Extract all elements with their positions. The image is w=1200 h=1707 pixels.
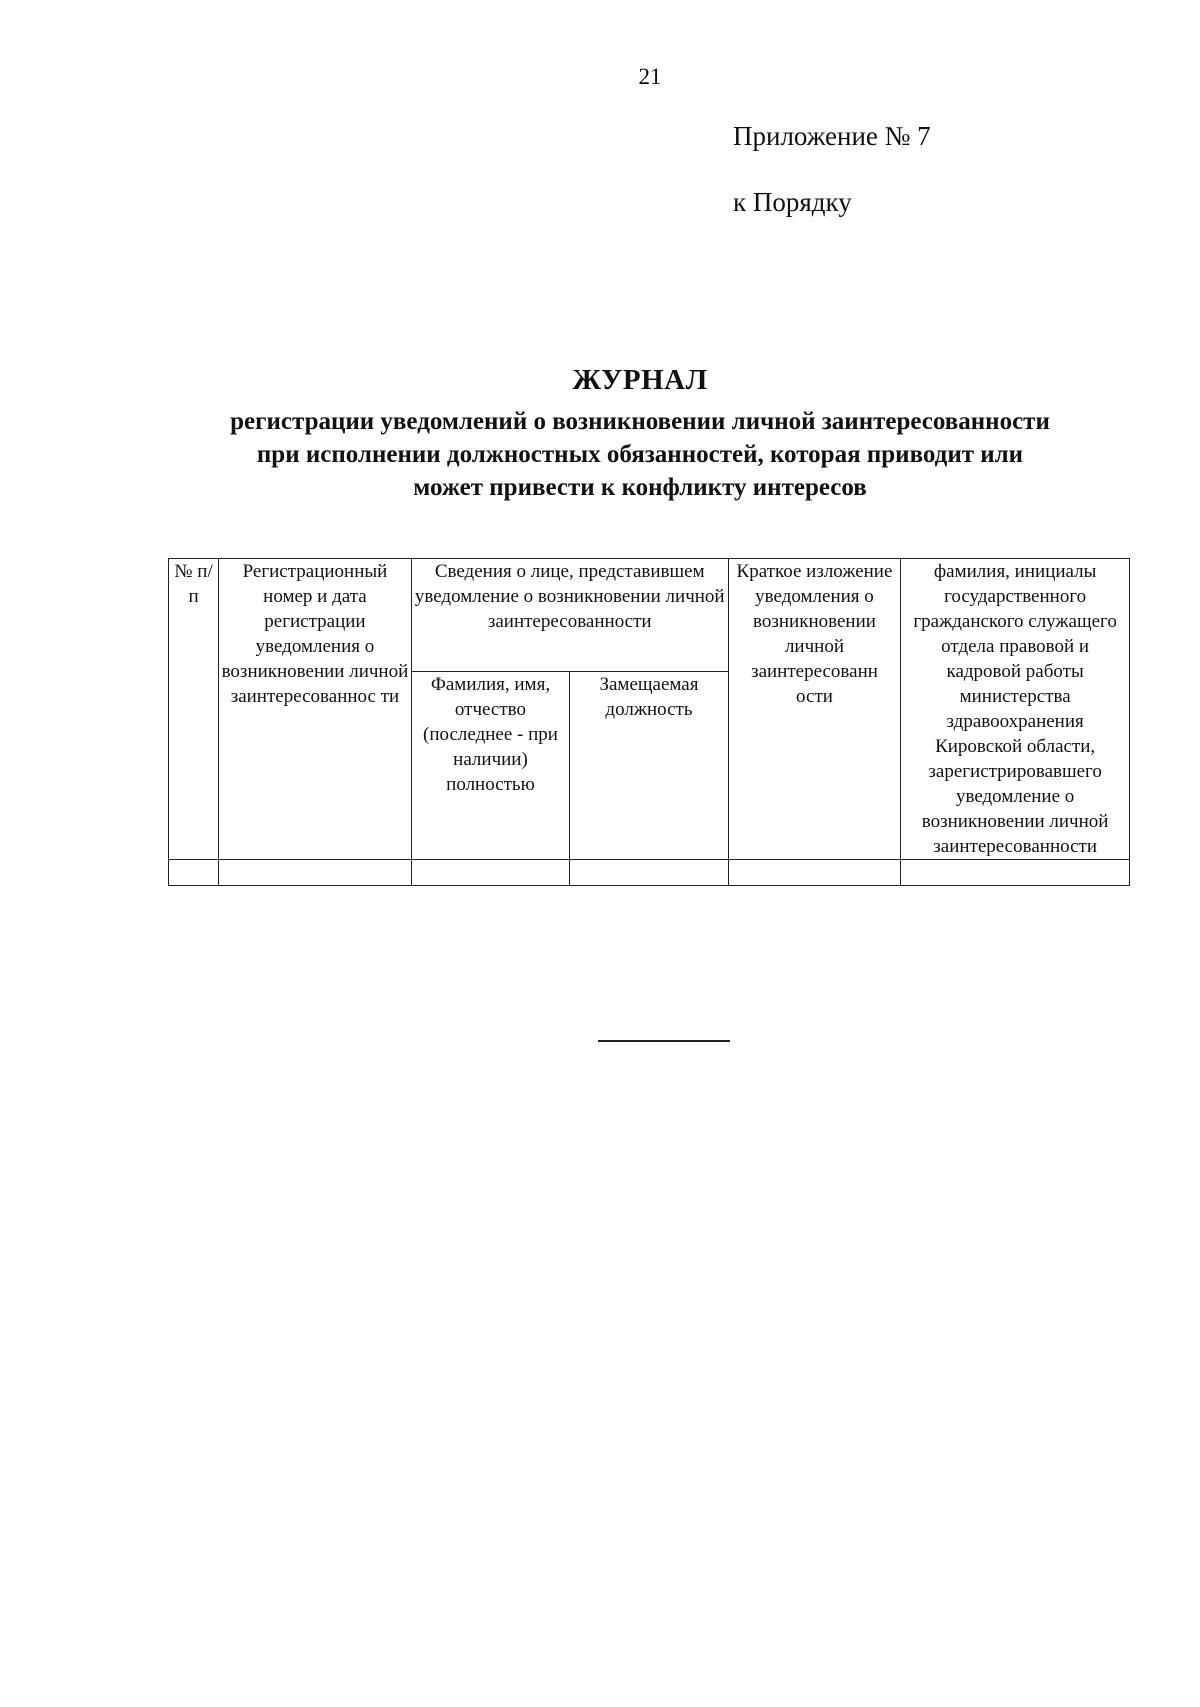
subtitle-line: регистрации уведомлений о возникновении личной заинтересованности bbox=[230, 408, 1050, 435]
header-person-position: Замещаемая должность bbox=[570, 672, 729, 860]
table-cell bbox=[901, 860, 1130, 886]
table-cell bbox=[728, 860, 901, 886]
page-number: 21 bbox=[638, 64, 662, 89]
appendix-label: Приложение № 7 bbox=[733, 121, 931, 151]
document-title: ЖУРНАЛ bbox=[572, 364, 708, 396]
table-cell bbox=[169, 860, 219, 886]
header-summary: Краткое изложение уведомления о возникновении личной заинтересованн ости bbox=[728, 559, 901, 860]
header-number: № п/п bbox=[169, 559, 219, 860]
subtitle-line: при исполнении должностных обязанностей, которая приводит или bbox=[256, 441, 1024, 468]
document-subtitle bbox=[150, 405, 1130, 504]
header-person-name: Фамилия, имя, отчество (последнее - при наличии) полностью bbox=[411, 672, 569, 860]
header-row bbox=[169, 559, 1130, 672]
closing-separator-line bbox=[598, 1040, 730, 1042]
table-row bbox=[169, 860, 1130, 886]
subtitle-line: может привести к конфликту интересов bbox=[413, 474, 867, 501]
table-cell bbox=[570, 860, 729, 886]
header-registering-officer: фамилия, инициалы государственного гражданского служащего отдела правовой и кадровой работы министерства здравоохранения Кировской области, зарегистрировавшего уведомление о возникновении личной заинтересованности bbox=[901, 559, 1130, 860]
table-cell bbox=[219, 860, 412, 886]
journal-table bbox=[168, 558, 1130, 886]
header-registration: Регистрационный номер и дата регистрации уведомления о возникновении личной заинтересованнос ти bbox=[219, 559, 412, 860]
header-person-info: Сведения о лице, представившем уведомление о возникновении личной заинтересованности bbox=[411, 559, 728, 672]
appendix-reference: к Порядку bbox=[733, 187, 852, 217]
document-title-block bbox=[150, 364, 1130, 504]
table-cell bbox=[411, 860, 569, 886]
